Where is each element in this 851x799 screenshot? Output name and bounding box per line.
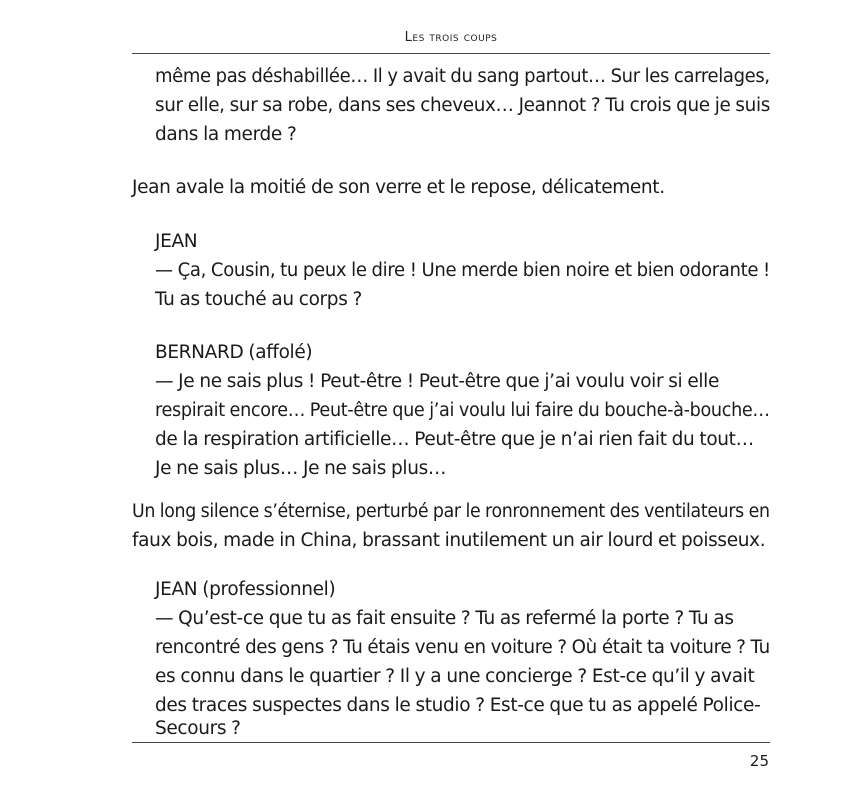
footer-rule: [132, 742, 770, 743]
speaker-name: JEAN (professionnel): [155, 579, 336, 600]
dialogue-line: — Je ne sais plus ! Peut-être ! Peut-être que j’ai voulu voir si elle: [155, 371, 719, 392]
dialogue-line: des traces suspectes dans le studio ? Est-ce que tu as appelé Police-: [155, 695, 761, 716]
stage-direction: Jean avale la moitié de son verre et le repose, délicatement.: [132, 177, 665, 198]
dialogue-line: rencontré des gens ? Tu étais venu en voiture ? Où était ta voiture ? Tu: [155, 637, 770, 658]
speaker-name: JEAN: [155, 231, 198, 252]
dialogue-line: Je ne sais plus… Je ne sais plus…: [155, 458, 447, 479]
text-line: dans la merde ?: [155, 124, 297, 145]
header-rule: [132, 53, 770, 54]
dialogue-line: — Ça, Cousin, tu peux le dire ! Une merde bien noire et bien odorante !: [155, 260, 770, 281]
dialogue-line: Secours ?: [155, 718, 241, 739]
dialogue-line: Tu as touché au corps ?: [155, 289, 362, 310]
text-line: même pas déshabillée… Il y avait du sang partout… Sur les carrelages,: [155, 66, 770, 87]
page-number: 25: [749, 752, 769, 770]
text-line: sur elle, sur sa robe, dans ses cheveux… Jeannot ? Tu crois que je suis: [155, 95, 770, 116]
speaker-name: BERNARD (affolé): [155, 342, 313, 363]
dialogue-line: de la respiration artificielle… Peut-être que je n’ai rien fait du tout…: [155, 429, 754, 450]
dialogue-line: — Qu’est-ce que tu as fait ensuite ? Tu as refermé la porte ? Tu as: [155, 608, 734, 629]
running-head: Les trois coups: [404, 30, 498, 45]
dialogue-line: es connu dans le quartier ? Il y a une concierge ? Est-ce qu’il y avait: [155, 666, 755, 687]
stage-direction: Un long silence s’éternise, perturbé par le ronronnement des ventilateurs en: [132, 501, 770, 522]
stage-direction: faux bois, made in China, brassant inutilement un air lourd et poisseux.: [132, 530, 766, 551]
dialogue-line: respirait encore… Peut-être que j’ai voulu lui faire du bouche-à-bouche…: [155, 400, 770, 421]
